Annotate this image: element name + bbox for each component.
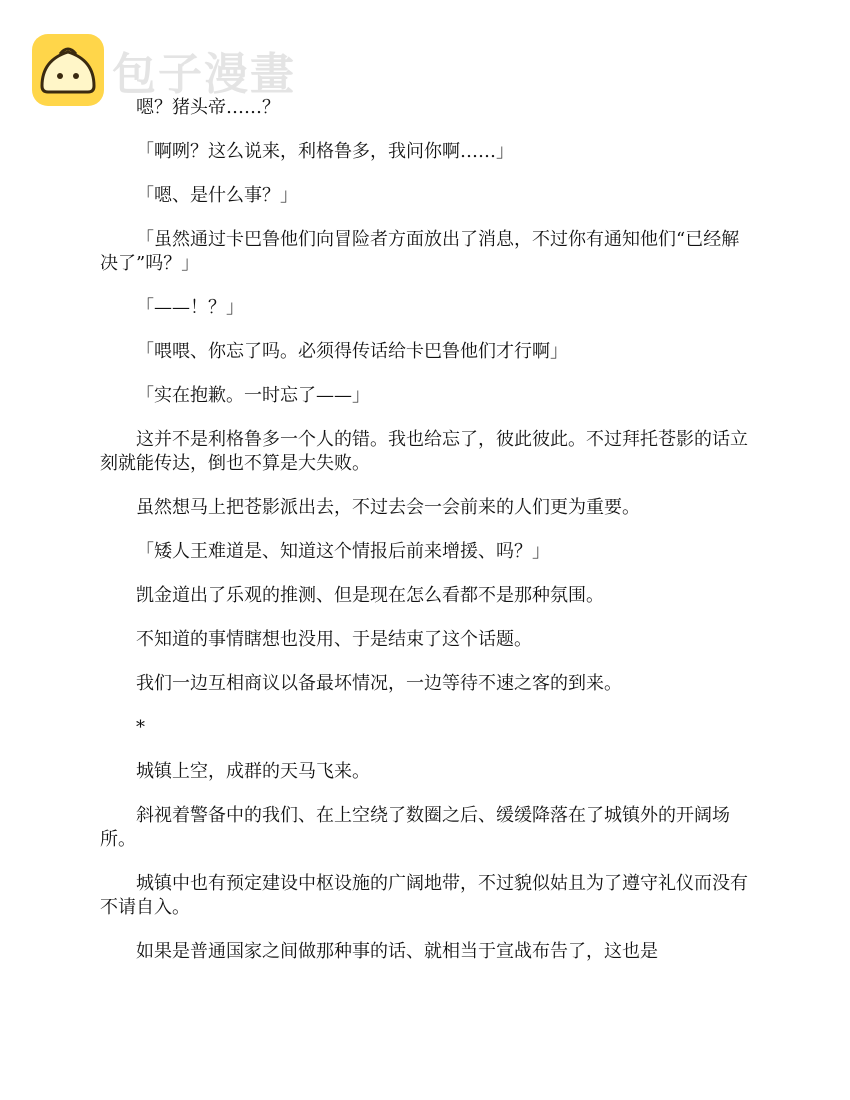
- paragraph: 「实在抱歉。一时忘了——」: [136, 385, 370, 406]
- paragraph: 城镇中也有预定建设中枢设施的广阔地带，不过貌似姑且为了遵守礼仪而没有不请自入。: [100, 873, 748, 918]
- watermark-text: 包子漫畫: [112, 49, 296, 100]
- paragraph: 「——！？」: [136, 297, 244, 318]
- paragraph: 城镇上空，成群的天马飞来。: [136, 761, 370, 782]
- paragraph: 嗯？猪头帝……？: [136, 97, 280, 118]
- paragraph: 「嗯、是什么事？」: [136, 185, 298, 206]
- paragraph: 「矮人王难道是、知道这个情报后前来增援、吗？」: [136, 541, 550, 562]
- paragraph: 虽然想马上把苍影派出去，不过去会一会前来的人们更为重要。: [136, 497, 640, 518]
- paragraph: 「啊咧？这么说来，利格鲁多，我问你啊……」: [136, 141, 514, 162]
- paragraph: 这并不是利格鲁多一个人的错。我也给忘了，彼此彼此。不过拜托苍影的话立刻就能传达，倒也不算是大失败。: [100, 429, 748, 474]
- scene-break: *: [136, 717, 145, 738]
- document-body: [100, 96, 750, 984]
- bun-face-icon: [32, 34, 104, 106]
- paragraph: 我们一边互相商议以备最坏情况，一边等待不速之客的到来。: [136, 673, 622, 694]
- paragraph: 不知道的事情瞎想也没用、于是结束了这个话题。: [136, 629, 532, 650]
- paragraph: 凯金道出了乐观的推测、但是现在怎么看都不是那种氛围。: [136, 585, 604, 606]
- paragraph: 斜视着警备中的我们、在上空绕了数圈之后、缓缓降落在了城镇外的开阔场所。: [100, 805, 730, 850]
- paragraph: 「喂喂、你忘了吗。必须得传话给卡巴鲁他们才行啊」: [136, 341, 568, 362]
- paragraph: 如果是普通国家之间做那种事的话、就相当于宣战布告了，这也是: [136, 941, 658, 962]
- paragraph: 「虽然通过卡巴鲁他们向冒险者方面放出了消息，不过你有通知他们“已经解决了”吗？」: [100, 229, 740, 274]
